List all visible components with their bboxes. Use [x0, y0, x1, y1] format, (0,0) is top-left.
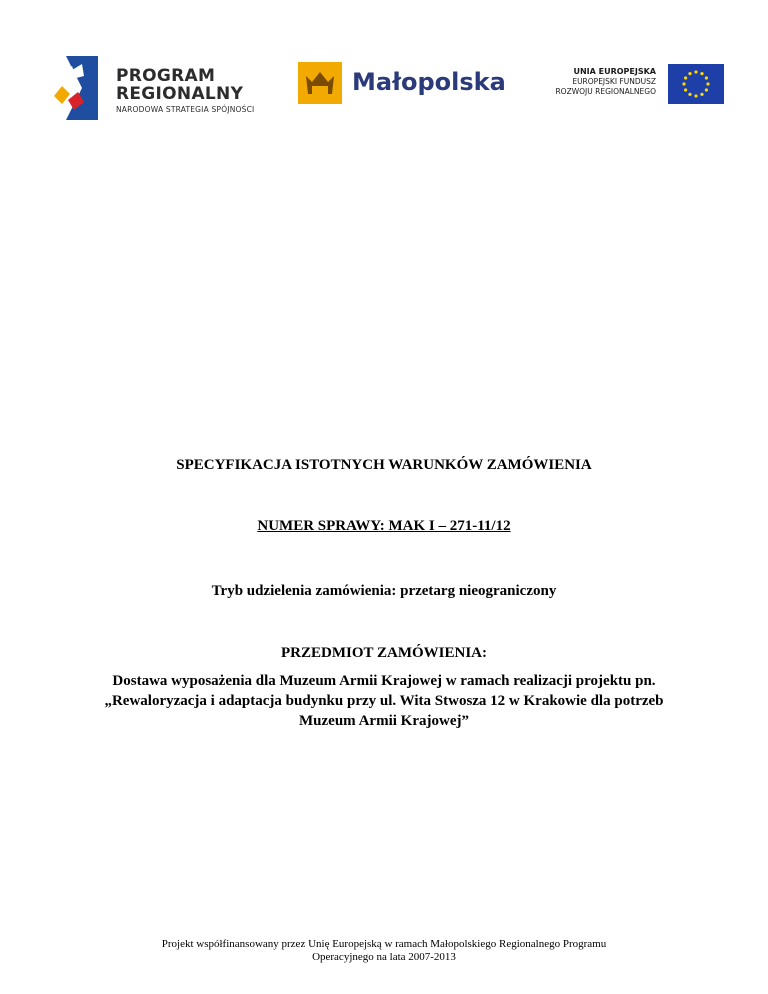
logo-bar — [0, 50, 768, 120]
case-number: NUMER SPRAWY: MAK I – 271-11/12 — [257, 518, 511, 534]
document-title: SPECYFIKACJA ISTOTNYCH WARUNKÓW ZAMÓWIENIA — [176, 457, 592, 473]
footer-line1: Projekt współfinansowany przez Unię Europejską w ramach Małopolskiego Regionalnego Programu — [161, 938, 607, 950]
footer-line2: Operacyjnego na lata 2007-2013 — [312, 951, 456, 963]
eu-text-block — [555, 67, 656, 97]
eu-logo — [534, 64, 724, 104]
eu-line1: UNIA EUROPEJSKA — [573, 67, 656, 76]
program-regionalny-line2: REGIONALNY — [116, 84, 244, 104]
malopolska-wordmark: Małopolska — [352, 68, 506, 96]
eu-line2: EUROPEJSKI FUNDUSZ — [572, 77, 656, 86]
eu-flag-icon — [668, 64, 724, 104]
subject-description: Dostawa wyposażenia dla Muzeum Armii Krajowej w ramach realizacji projektu pn. „Rewaloryzacja i adaptacja budynku przy ul. Wita Stwosza 12 w Krakowie dla potrzeb Muzeum Armii Krajowej” — [104, 673, 664, 729]
footer — [0, 938, 768, 964]
eu-line3: ROZWOJU REGIONALNEGO — [555, 87, 656, 96]
subject-heading: PRZEDMIOT ZAMÓWIENIA: — [281, 645, 487, 661]
malopolska-logo — [298, 62, 518, 106]
procurement-procedure: Tryb udzielenia zamówienia: przetarg nieograniczony — [211, 583, 557, 599]
malopolska-crown-icon — [298, 62, 342, 104]
program-regionalny-line3: NARODOWA STRATEGIA SPÓJNOŚCI — [116, 105, 255, 114]
program-regionalny-emblem-icon — [52, 56, 98, 120]
program-regionalny-line1: PROGRAM — [116, 66, 216, 86]
program-regionalny-logo — [52, 56, 282, 120]
